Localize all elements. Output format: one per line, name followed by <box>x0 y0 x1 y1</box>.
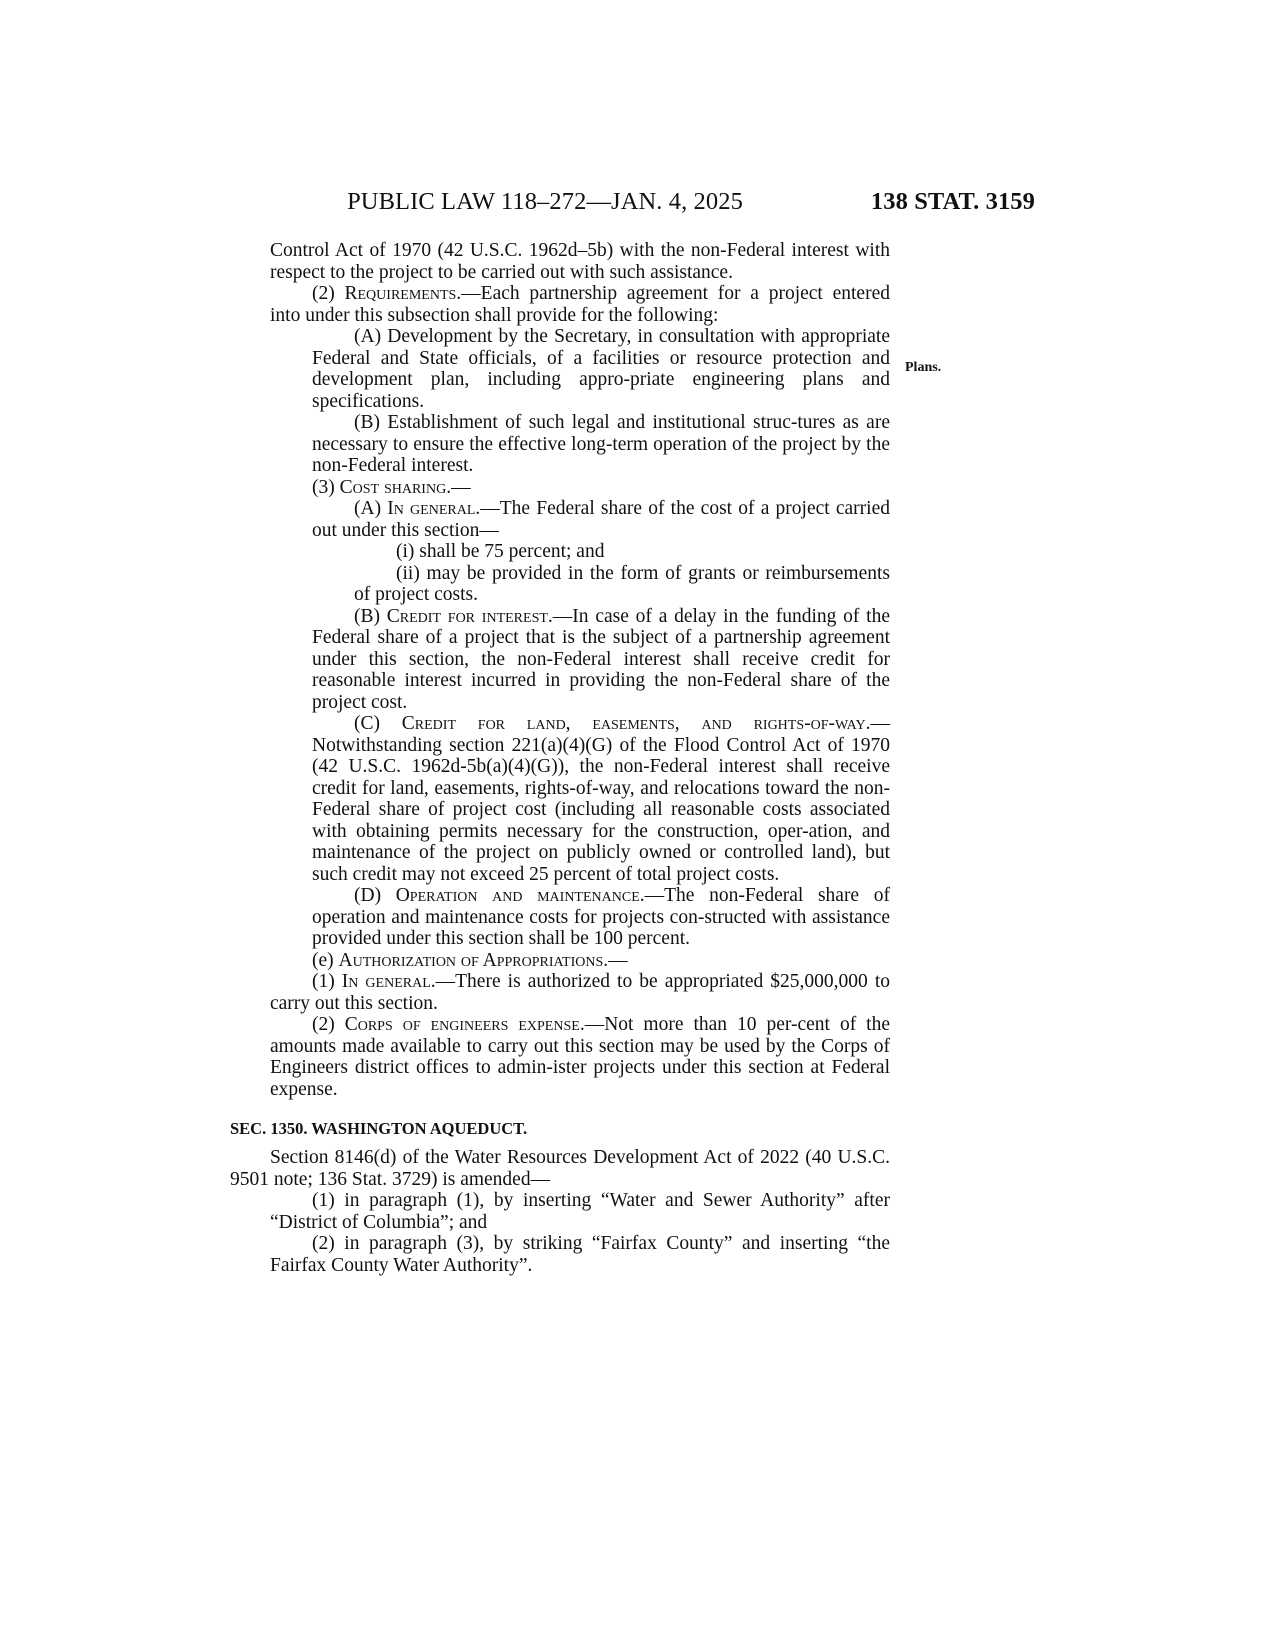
paragraph-heading: Credit for land, easements, and rights-of-way <box>401 713 866 734</box>
page-header <box>0 186 1275 218</box>
paragraph-heading: Corps of engineers expense <box>344 1014 580 1035</box>
paragraph-text: .—Not more than 10 per-cent of the amounts made available to carry out this section may be used by the Corps of Engineers district offices to admin-ister projects under this section at Federal expense. <box>270 1014 890 1100</box>
section-text: Section 8146(d) of the Water Resources Development Act of 2022 (40 U.S.C. 9501 note; 136 Stat. 3729) is amended— <box>230 1147 890 1190</box>
subparagraph-c-credit-for-land <box>270 713 890 885</box>
paragraph-text: .— <box>446 476 471 498</box>
paragraph-heading: Credit for interest <box>386 605 548 627</box>
subsection-e-authorization <box>270 950 890 972</box>
paragraph-text: .—Each partnership agreement for a project entered into under this subsection shall provide for the following: <box>270 283 890 326</box>
body-text <box>230 240 890 1276</box>
subparagraph-a-in-general <box>270 498 890 541</box>
section-item-2: (2) in paragraph (3), by striking “Fairfax County” and inserting “the Fairfax County Water Authority”. <box>270 1233 890 1276</box>
paragraph-text: .—In case of a delay in the funding of the Federal share of a project that is the subject of a partnership agreement under this section, the non-Federal interest shall receive credit for reasonable interest incurred in providing the non-Federal share of the project cost. <box>312 605 890 713</box>
paragraph-2-corps-expense <box>270 1014 890 1100</box>
paragraph-label: (2) <box>312 283 345 304</box>
paragraph-text: .— <box>603 949 628 971</box>
subparagraph-b-establishment: (B) Establishment of such legal and institutional struc-tures as are necessary to ensure the effective long-term operation of the project by the non-Federal interest. <box>312 412 890 476</box>
running-head: PUBLIC LAW 118–272—JAN. 4, 2025 <box>347 188 743 215</box>
subparagraph-a-development: (A) Development by the Secretary, in consultation with appropriate Federal and State officials, of a facilities or resource protection and development plan, including appro-priate engineering plans and specifications. <box>312 326 890 412</box>
clause-i: (i) shall be 75 percent; and <box>396 541 605 562</box>
paragraph-heading: Cost sharing <box>339 476 447 498</box>
paragraph-label: (B) <box>354 605 387 627</box>
paragraph-text: .—The Federal share of the cost of a project carried out under this section— <box>312 498 890 541</box>
clause-ii: (ii) may be provided in the form of grants or reimbursements of project costs. <box>354 562 890 605</box>
paragraph-heading: Operation and maintenance <box>395 885 640 906</box>
paragraph-text: .—There is authorized to be appropriated $25,000,000 to carry out this section. <box>270 971 890 1014</box>
subparagraph-d-operation-maintenance <box>270 885 890 950</box>
stat-citation: 138 STAT. 3159 <box>870 188 1035 215</box>
section-item-1: (1) in paragraph (1), by inserting “Water and Sewer Authority” after “District of Columbia”; and <box>270 1190 890 1233</box>
paragraph-continued: Control Act of 1970 (42 U.S.C. 1962d–5b) with the non-Federal interest with respect to the project to be carried out with such assistance. <box>270 240 890 283</box>
paragraph-text: .—The non-Federal share of operation and maintenance costs for projects con-structed with assistance provided under this section shall be 100 percent. <box>312 885 890 949</box>
section-heading: SEC. 1350. WASHINGTON AQUEDUCT. <box>230 1119 528 1138</box>
paragraph-3-cost-sharing <box>270 477 890 499</box>
paragraph-label: (C) <box>354 713 402 734</box>
paragraph-heading: Authorization of Appropriations <box>338 949 604 971</box>
paragraph-label: (e) <box>312 949 339 971</box>
subparagraph-b-credit-for-interest <box>270 606 890 714</box>
paragraph-label: (D) <box>354 885 396 906</box>
margin-note-plans: Plans. <box>905 360 942 375</box>
paragraph-label: (3) <box>312 476 340 498</box>
paragraph-1-in-general <box>270 971 890 1014</box>
paragraph-2-requirements <box>270 283 890 326</box>
paragraph-label: (2) <box>312 1014 345 1035</box>
paragraph-heading: Requirements <box>344 283 457 304</box>
paragraph-text: .—Notwithstanding section 221(a)(4)(G) of the Flood Control Act of 1970 (42 U.S.C. 1962d-5b(a)(4)(G)), the non-Federal interest shall receive credit for land, easements, rights-of-way, and relocations toward the non-Federal share of project cost (including all reasonable costs associated with obtaining permits necessary for the construction, oper-ation, and maintenance of the project on publicly owned or controlled land), but such credit may not exceed 25 percent of total project costs. <box>312 713 890 885</box>
paragraph-heading: In general <box>387 498 476 519</box>
paragraph-label: (1) <box>312 971 342 992</box>
paragraph-heading: In general <box>341 971 431 992</box>
paragraph-label: (A) <box>354 498 388 519</box>
